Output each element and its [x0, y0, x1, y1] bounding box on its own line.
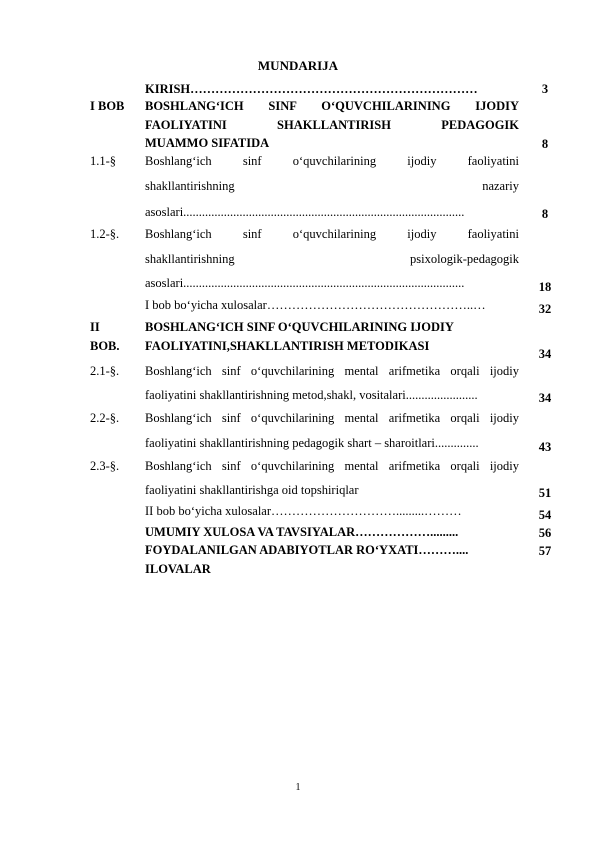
toc-entry-2-2-line1[interactable]: Boshlang‘ich sinf o‘quvchilarining mental arifmetika orqali ijodiy: [145, 411, 519, 425]
toc-entry-bob1-line1[interactable]: BOSHLANG‘ICH SINF O‘QUVCHILARINING IJODIY: [145, 99, 519, 113]
toc-page-2-3: 51: [538, 486, 552, 500]
toc-entry-2-3-line1[interactable]: Boshlang‘ich sinf o‘quvchilarining mental arifmetika orqali ijodiy: [145, 459, 519, 473]
toc-code-2-1: 2.1-§.: [90, 364, 120, 378]
toc-entry-1-2-line2[interactable]: shakllantirishning psixologik-pedagogik: [145, 252, 519, 266]
toc-code-1-1: 1.1-§: [90, 154, 117, 168]
toc-entry-2-2-line2[interactable]: faoliyatini shakllantirishning pedagogik shart – sharoitlari..............: [145, 436, 479, 450]
toc-page-kirish: 3: [541, 82, 549, 96]
toc-code-2-2: 2.2-§.: [90, 411, 120, 425]
toc-entry-umumiy-xulosa[interactable]: UMUMIY XULOSA VA TAVSIYALAR……………….........: [145, 525, 459, 539]
toc-page-bob2: 34: [538, 347, 552, 361]
toc-entry-bob1-line3[interactable]: MUAMMO SIFATIDA: [145, 136, 270, 150]
toc-entry-conclusion-1[interactable]: I bob bo‘yicha xulosalar…………………………………………..…: [145, 298, 486, 312]
toc-code-2-3: 2.3-§.: [90, 459, 120, 473]
toc-page-2-1: 34: [538, 391, 552, 405]
toc-entry-2-1-line1[interactable]: Boshlang‘ich sinf o‘quvchilarining mental arifmetika orqali ijodiy: [145, 364, 519, 378]
toc-entry-bob2-line2[interactable]: FAOLIYATINI,SHAKLLANTIRISH METODIKASI: [145, 339, 430, 353]
toc-code-bob1: I BOB: [90, 99, 125, 113]
toc-page-conclusion-1: 32: [538, 302, 552, 316]
toc-entry-bob2-line1[interactable]: BOSHLANG‘ICH SINF O‘QUVCHILARINING IJODIY: [145, 320, 454, 334]
toc-entry-conclusion-2[interactable]: II bob bo‘yicha xulosalar………………………….........………: [145, 504, 462, 518]
toc-entry-1-1-line3[interactable]: asoslari..........................................................................................: [145, 205, 465, 219]
toc-page-bob1: 8: [541, 137, 549, 151]
toc-code-1-2: 1.2-§.: [90, 227, 120, 241]
toc-entry-1-1-line2[interactable]: shakllantirishning nazariy: [145, 179, 519, 193]
toc-entry-bob1-line2[interactable]: FAOLIYATINI SHAKLLANTIRISH PEDAGOGIK: [145, 118, 519, 132]
toc-entry-adabiyotlar[interactable]: FOYDALANILGAN ADABIYOTLAR RO‘YXATI………....: [145, 543, 469, 557]
toc-page-1-2: 18: [538, 280, 552, 294]
toc-entry-1-1-line1[interactable]: Boshlang‘ich sinf o‘quvchilarining ijodiy faoliyatini: [145, 154, 519, 168]
toc-entry-1-2-line1[interactable]: Boshlang‘ich sinf o‘quvchilarining ijodiy faoliyatini: [145, 227, 519, 241]
toc-code-bob2-line1: II: [90, 320, 100, 334]
toc-page-conclusion-2: 54: [538, 508, 552, 522]
toc-entry-1-2-line3[interactable]: asoslari..........................................................................................: [145, 276, 465, 290]
page-number: 1: [295, 782, 301, 793]
toc-entry-2-3-line2[interactable]: faoliyatini shakllantirishga oid topshiriqlar: [145, 483, 359, 497]
toc-entry-kirish[interactable]: KIRISH……………………………………………………………: [145, 82, 478, 96]
page-title: MUNDARIJA: [257, 58, 339, 73]
toc-entry-ilovalar[interactable]: ILOVALAR: [145, 562, 211, 576]
toc-page-2-2: 43: [538, 440, 552, 454]
toc-page-adabiyotlar: 57: [538, 544, 552, 558]
toc-code-bob2-line2: BOB.: [90, 339, 120, 353]
toc-page-1-1: 8: [541, 207, 549, 221]
toc-page-umumiy-xulosa: 56: [538, 526, 552, 540]
toc-entry-2-1-line2[interactable]: faoliyatini shakllantirishning metod,shakl, vositalari.......................: [145, 388, 478, 402]
